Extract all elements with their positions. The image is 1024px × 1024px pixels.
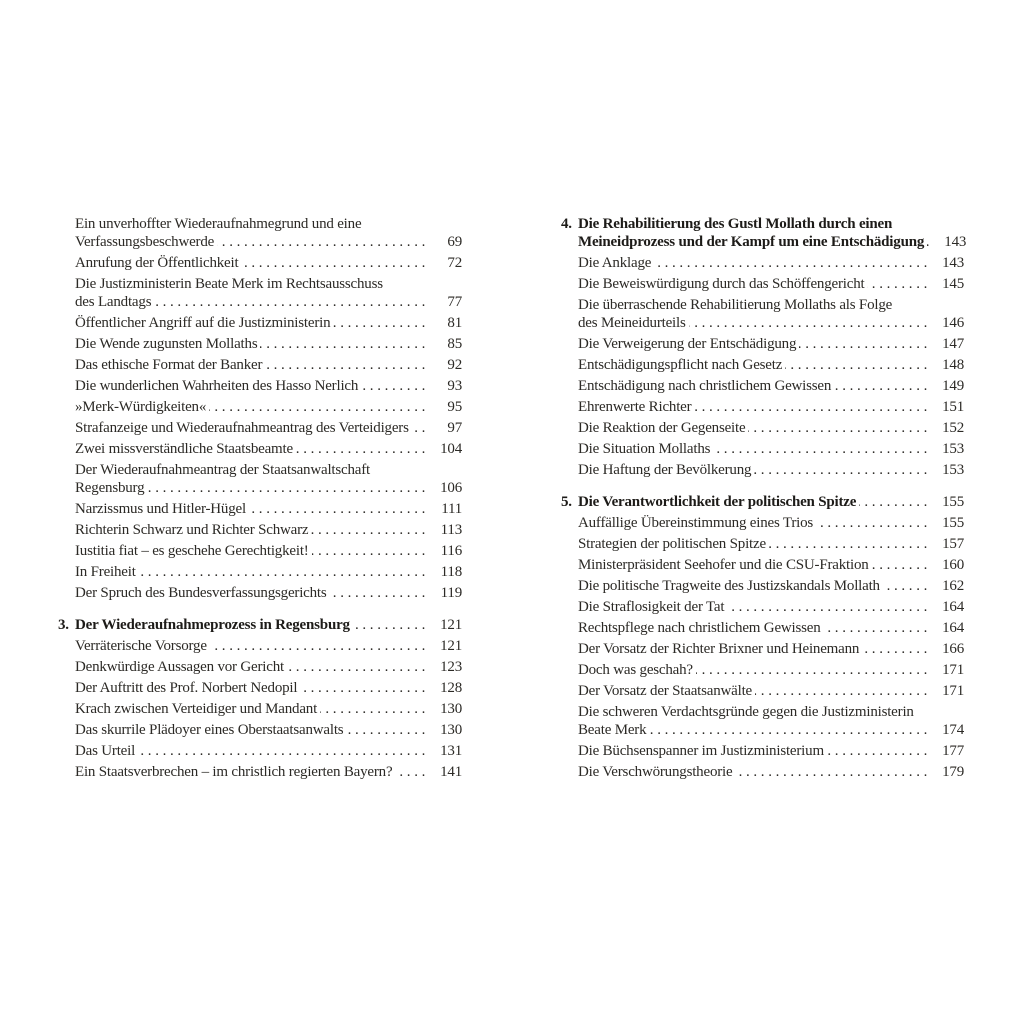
dot-leader: [139, 563, 429, 581]
dot-leader: [412, 419, 429, 437]
entry-title: Der Wiederaufnahmeprozess in Regensburg: [75, 617, 350, 633]
toc-entry-row: [578, 619, 964, 637]
toc-entry-row: [578, 742, 964, 760]
entry-title: Regensburg: [75, 480, 145, 496]
entry-title: »Merk-Würdigkeiten«: [75, 399, 207, 415]
entry-page-number: 77: [447, 294, 462, 310]
toc-entry: [578, 377, 964, 395]
entry-page-number: 157: [942, 536, 964, 552]
entry-title: Anrufung der Öffentlichkeit: [75, 255, 239, 271]
toc-entry: [578, 763, 964, 781]
entry-title: Ministerpräsident Seehofer und die CSU-Fraktion: [578, 557, 869, 573]
entry-title: Die Straflosigkeit der Tat: [578, 599, 725, 615]
toc-entry-row: [578, 314, 964, 332]
entry-page-number: 146: [942, 315, 964, 331]
dot-leader: [210, 637, 429, 655]
entry-title: Das ethische Format der Banker: [75, 357, 263, 373]
dot-leader: [816, 514, 931, 532]
entry-page-number: 85: [447, 336, 462, 352]
entry-page-number: 171: [942, 662, 964, 678]
entry-title: Die Situation Mollaths: [578, 441, 711, 457]
toc-entry-row: [75, 700, 462, 718]
dot-leader: [785, 356, 931, 374]
toc-entry: [75, 721, 462, 739]
entry-page-number: 143: [944, 234, 967, 250]
toc-entry-row: [75, 658, 462, 676]
entry-page-number: 153: [942, 462, 964, 478]
dot-leader: [330, 584, 429, 602]
entry-page-number: 145: [942, 276, 964, 292]
entry-page-number: 121: [440, 617, 462, 633]
dot-leader: [138, 742, 429, 760]
toc-entry-row: [578, 514, 964, 532]
entry-title: Die Wende zugunsten Mollaths: [75, 336, 258, 352]
toc-entry-row: [75, 254, 462, 272]
entry-title: Der Vorsatz der Richter Brixner und Heinemann: [578, 641, 860, 657]
toc-entry: [578, 419, 964, 437]
toc-entry: [578, 661, 964, 679]
dot-leader: [834, 377, 931, 395]
toc-entry: [75, 314, 462, 332]
toc-entry-row: [578, 377, 964, 395]
entry-title-line: Der Wiederaufnahmeantrag der Staatsanwaltschaft: [75, 462, 370, 478]
toc-section-entry: [561, 493, 964, 511]
entry-page-number: 116: [440, 543, 462, 559]
entry-page-number: 174: [942, 722, 964, 738]
entry-page-number: 147: [942, 336, 964, 352]
dot-leader: [346, 721, 429, 739]
entry-title: Doch was geschah?: [578, 662, 693, 678]
entry-title: Die Anklage: [578, 255, 652, 271]
entry-title: Ehrenwerte Richter: [578, 399, 692, 415]
toc-entry: [578, 440, 964, 458]
toc-entry-row: [578, 598, 964, 616]
toc-entry-row: [578, 275, 964, 293]
toc-entry: [578, 356, 964, 374]
entry-page-number: 128: [440, 680, 462, 696]
toc-entry-row: [75, 314, 462, 332]
entry-title: des Landtags: [75, 294, 152, 310]
toc-entry-row: [578, 556, 964, 574]
entry-page-number: 113: [440, 522, 462, 538]
toc-entry-row: [75, 419, 462, 437]
dot-leader: [755, 682, 931, 700]
dot-leader: [713, 440, 931, 458]
entry-title: Öffentlicher Angriff auf die Justizministerin: [75, 315, 331, 331]
toc-entry-row: [75, 335, 462, 353]
dot-leader: [824, 619, 931, 637]
dot-leader: [296, 440, 429, 458]
entry-page-number: 111: [441, 501, 462, 517]
dot-leader: [827, 742, 931, 760]
entry-title: Meineidprozess und der Kampf um eine Entschädigung: [578, 234, 925, 250]
entry-page-number: 166: [942, 641, 964, 657]
dot-leader: [361, 377, 429, 395]
entry-title: Beate Merk: [578, 722, 647, 738]
section-number: 5.: [561, 494, 572, 510]
dot-leader: [154, 293, 429, 311]
entry-title: Der Vorsatz der Staatsanwälte: [578, 683, 753, 699]
entry-page-number: 123: [440, 659, 462, 675]
dot-leader: [300, 679, 429, 697]
entry-title: Strafanzeige und Wiederaufnahmeantrag des Verteidigers: [75, 420, 409, 436]
toc-entry-row: [578, 661, 964, 679]
toc-entry: [578, 577, 964, 595]
dot-leader: [696, 661, 931, 679]
section-number: 4.: [561, 216, 572, 232]
toc-entry: [578, 640, 964, 658]
toc-entry: [75, 763, 462, 781]
toc-entry-row: [578, 335, 964, 353]
dot-leader: [748, 419, 931, 437]
toc-entry-row: [578, 461, 964, 479]
entry-page-number: 155: [942, 515, 964, 531]
entry-page-number: 177: [942, 743, 964, 759]
entry-page-number: 106: [440, 480, 462, 496]
toc-entry: [75, 377, 462, 395]
dot-leader: [883, 577, 931, 595]
toc-entry: [578, 296, 964, 332]
entry-title: Entschädigung nach christlichem Gewissen: [578, 378, 832, 394]
toc-entry-row: [75, 584, 462, 602]
toc-section-entry: [58, 616, 462, 634]
dot-leader: [862, 640, 931, 658]
section-number: 3.: [58, 617, 69, 633]
entry-page-number: 130: [440, 722, 462, 738]
dot-leader: [147, 479, 429, 497]
toc-entry: [75, 419, 462, 437]
entry-page-number: 148: [942, 357, 964, 373]
toc-entry: [578, 535, 964, 553]
entry-title: Entschädigungspflicht nach Gesetz: [578, 357, 783, 373]
entry-title-line: Die schweren Verdachtsgründe gegen die Justizministerin: [578, 704, 914, 720]
entry-page-number: 104: [440, 441, 462, 457]
entry-page-number: 81: [447, 315, 462, 331]
entry-title-line: Die Rehabilitierung des Gustl Mollath durch einen: [578, 216, 893, 232]
toc-entry: [75, 700, 462, 718]
entry-page-number: 153: [942, 441, 964, 457]
toc-entry-row: [578, 493, 964, 511]
toc-entry-row: [75, 440, 462, 458]
toc-entry: [75, 658, 462, 676]
entry-page-number: 162: [942, 578, 964, 594]
entry-title: Das skurrile Plädoyer eines Oberstaatsanwalts: [75, 722, 344, 738]
toc-entry-row: [75, 721, 462, 739]
toc-entry: [578, 254, 964, 272]
entry-title: Strategien der politischen Spitze: [578, 536, 766, 552]
toc-entry-row: [578, 682, 964, 700]
toc-entry-row: [75, 377, 462, 395]
toc-entry: [75, 637, 462, 655]
toc-entry: [75, 679, 462, 697]
entry-title: Denkwürdige Aussagen vor Gericht: [75, 659, 284, 675]
dot-leader: [217, 233, 429, 251]
toc-entry: [75, 335, 462, 353]
entry-page-number: 152: [942, 420, 964, 436]
dot-leader: [311, 521, 429, 539]
entry-title: Die Büchsenspanner im Justizministerium: [578, 743, 824, 759]
entry-title: Iustitia fiat – es geschehe Gerechtigkeit!: [75, 543, 309, 559]
dot-leader: [654, 254, 931, 272]
toc-entry-row: [578, 398, 964, 416]
toc-entry: [578, 682, 964, 700]
toc-entry-row: [578, 763, 964, 781]
dot-leader: [754, 461, 931, 479]
entry-page-number: 119: [440, 585, 462, 601]
entry-title: Die Verantwortlichkeit der politischen Spitze: [578, 494, 857, 510]
toc-column-left: [58, 215, 462, 784]
entry-title: Ein Staatsverbrechen – im christlich regierten Bayern?: [75, 764, 393, 780]
dot-leader: [694, 398, 931, 416]
entry-title: Auffällige Übereinstimmung eines Trios: [578, 515, 814, 531]
toc-section-entry: [561, 215, 967, 251]
toc-entry-row: [578, 419, 964, 437]
toc-entry-row: [75, 637, 462, 655]
entry-title: Die Verweigerung der Entschädigung: [578, 336, 797, 352]
toc-entry: [578, 598, 964, 616]
toc-entry: [75, 461, 462, 497]
entry-title: Der Spruch des Bundesverfassungsgerichts: [75, 585, 327, 601]
dot-leader: [769, 535, 931, 553]
toc-entry: [578, 398, 964, 416]
dot-leader: [260, 335, 429, 353]
dot-leader: [265, 356, 429, 374]
entry-title-line: Die überraschende Rehabilitierung Mollaths als Folge: [578, 297, 893, 313]
toc-entry: [75, 584, 462, 602]
entry-page-number: 164: [942, 620, 964, 636]
toc-entry-row: [75, 233, 462, 251]
toc-entry: [578, 275, 964, 293]
entry-page-number: 72: [447, 255, 462, 271]
entry-title: Narzissmus und Hitler-Hügel: [75, 501, 246, 517]
entry-title: Die Haftung der Bevölkerung: [578, 462, 752, 478]
toc-entry-row: [75, 542, 462, 560]
toc-entry-row: [578, 233, 967, 251]
dot-leader: [872, 556, 931, 574]
entry-title: Die wunderlichen Wahrheiten des Hasso Nerlich: [75, 378, 359, 394]
entry-page-number: 155: [942, 494, 964, 510]
entry-title: Die Beweiswürdigung durch das Schöffengericht: [578, 276, 865, 292]
entry-title: In Freiheit: [75, 564, 136, 580]
toc-entry-row: [578, 440, 964, 458]
dot-leader: [209, 398, 429, 416]
entry-page-number: 149: [942, 378, 964, 394]
entry-page-number: 131: [440, 743, 462, 759]
toc-entry-row: [75, 356, 462, 374]
toc-entry-row: [75, 742, 462, 760]
dot-leader: [689, 314, 931, 332]
toc-entry: [75, 254, 462, 272]
dot-leader: [241, 254, 429, 272]
toc-column-right: [561, 215, 967, 784]
entry-title: Verfassungsbeschwerde: [75, 234, 215, 250]
dot-leader: [395, 763, 429, 781]
toc-entry-row: [75, 479, 462, 497]
dot-leader: [867, 275, 931, 293]
dot-leader: [649, 721, 931, 739]
toc-entry: [75, 440, 462, 458]
entry-page-number: 95: [447, 399, 462, 415]
toc-entry-row: [578, 640, 964, 658]
toc-entry-row: [75, 679, 462, 697]
toc-entry-row: [578, 535, 964, 553]
entry-page-number: 179: [942, 764, 964, 780]
toc-entry: [578, 703, 964, 739]
toc-entry: [75, 275, 462, 311]
dot-leader: [799, 335, 931, 353]
toc-entry: [75, 356, 462, 374]
entry-title: Verräterische Vorsorge: [75, 638, 207, 654]
entry-title: Zwei missverständliche Staatsbeamte: [75, 441, 293, 457]
entry-title-line: Die Justizministerin Beate Merk im Rechtsausschuss: [75, 276, 383, 292]
dot-leader: [859, 493, 931, 511]
toc-entry-row: [578, 254, 964, 272]
toc-entry: [75, 215, 462, 251]
entry-page-number: 130: [440, 701, 462, 717]
dot-leader: [287, 658, 429, 676]
entry-title: Richterin Schwarz und Richter Schwarz: [75, 522, 309, 538]
toc-entry-row: [75, 763, 462, 781]
dot-leader: [353, 616, 429, 634]
toc-entry-row: [578, 356, 964, 374]
dot-leader: [735, 763, 931, 781]
entry-title: Das Urteil: [75, 743, 136, 759]
entry-title: Rechtspflege nach christlichem Gewissen: [578, 620, 821, 636]
entry-page-number: 92: [447, 357, 462, 373]
entry-page-number: 143: [942, 255, 964, 271]
entry-page-number: 69: [447, 234, 462, 250]
toc-entry-row: [578, 577, 964, 595]
entry-title: Krach zwischen Verteidiger und Mandant: [75, 701, 318, 717]
toc-entry: [75, 521, 462, 539]
toc-entry: [578, 556, 964, 574]
entry-title: Die Verschwörungstheorie: [578, 764, 733, 780]
toc-entry: [578, 461, 964, 479]
entry-page-number: 97: [447, 420, 462, 436]
entry-page-number: 93: [447, 378, 462, 394]
toc-entry: [75, 398, 462, 416]
dot-leader: [927, 233, 933, 251]
toc-entry-row: [75, 293, 462, 311]
toc-entry-row: [75, 563, 462, 581]
entry-page-number: 121: [440, 638, 462, 654]
entry-page-number: 141: [440, 764, 462, 780]
toc-entry: [75, 563, 462, 581]
toc-entry: [578, 335, 964, 353]
toc-entry: [578, 742, 964, 760]
toc-entry: [75, 542, 462, 560]
toc-entry-row: [75, 500, 462, 518]
toc-entry-row: [75, 616, 462, 634]
toc-entry: [578, 619, 964, 637]
toc-entry-row: [75, 398, 462, 416]
dot-leader: [312, 542, 429, 560]
entry-page-number: 171: [942, 683, 964, 699]
entry-title: Die Reaktion der Gegenseite: [578, 420, 746, 436]
entry-title: Die politische Tragweite des Justizskandals Mollath: [578, 578, 880, 594]
entry-page-number: 160: [942, 557, 964, 573]
entry-title-line: Ein unverhoffter Wiederaufnahmegrund und eine: [75, 216, 362, 232]
toc-entry: [75, 500, 462, 518]
dot-leader: [320, 700, 429, 718]
dot-leader: [249, 500, 429, 518]
entry-title: des Meineidurteils: [578, 315, 686, 331]
entry-page-number: 164: [942, 599, 964, 615]
entry-page-number: 151: [942, 399, 964, 415]
toc-entry-row: [75, 521, 462, 539]
toc-entry-row: [578, 721, 964, 739]
toc-entry: [578, 514, 964, 532]
dot-leader: [727, 598, 931, 616]
dot-leader: [333, 314, 429, 332]
entry-title: Der Auftritt des Prof. Norbert Nedopil: [75, 680, 298, 696]
entry-page-number: 118: [440, 564, 462, 580]
toc-entry: [75, 742, 462, 760]
